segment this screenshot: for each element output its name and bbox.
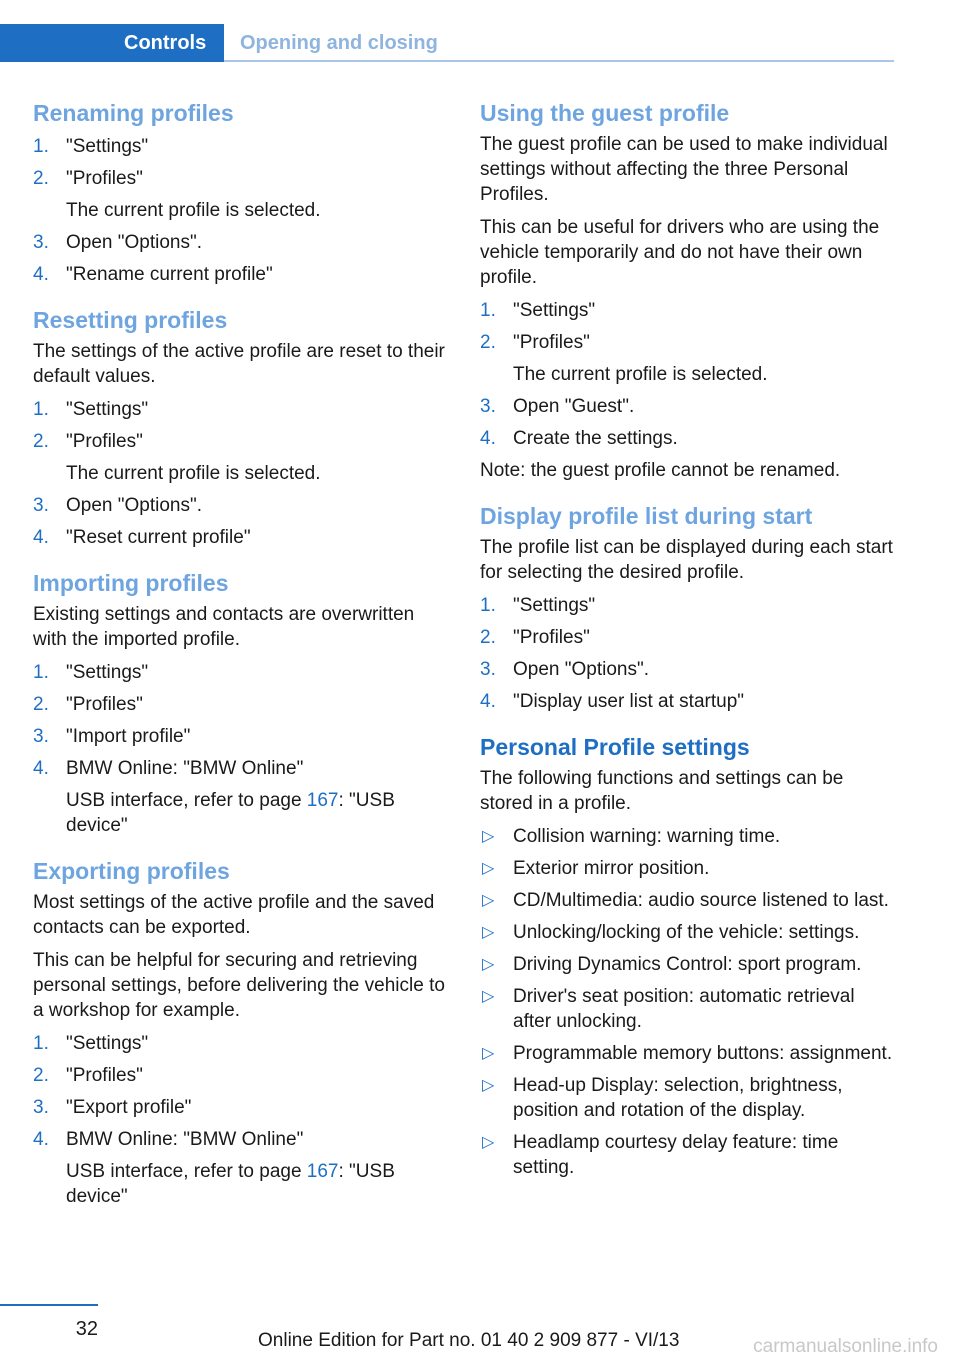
step-number: 3. <box>480 659 496 680</box>
steps-guest <box>480 298 895 451</box>
page-reference-link[interactable]: 167 <box>306 790 339 811</box>
step-text: "Settings" <box>66 1033 149 1054</box>
intro-display: The profile list can be displayed during each start for selecting the desired profile. <box>480 537 893 583</box>
step-number: 4. <box>33 264 49 285</box>
step-text: "Settings" <box>513 300 596 321</box>
heading-personal-profile-settings: Personal Profile settings <box>480 734 750 760</box>
left-column <box>33 98 448 1227</box>
page-reference-link[interactable]: 167 <box>306 1161 339 1182</box>
list-item <box>33 756 448 838</box>
step-text: "Reset current profile" <box>66 527 251 548</box>
triangle-bullet-icon: ▷ <box>482 860 495 877</box>
step-number: 3. <box>33 726 49 747</box>
triangle-bullet-icon: ▷ <box>482 924 495 941</box>
step-text: "Import profile" <box>66 726 191 747</box>
list-item <box>33 262 448 287</box>
step-number: 1. <box>33 1033 49 1054</box>
header-rule <box>224 60 894 62</box>
intro-exporting: Most settings of the active profile and the saved contacts can be exported. <box>33 892 435 938</box>
triangle-bullet-icon: ▷ <box>482 1134 495 1151</box>
step-text: "Settings" <box>66 662 149 683</box>
steps-resetting <box>33 397 448 550</box>
list-item <box>480 298 895 323</box>
step-text: "Settings" <box>66 136 149 157</box>
section-resetting <box>33 305 448 550</box>
step-number: 1. <box>480 300 496 321</box>
step-text: "Profiles" <box>66 1065 143 1086</box>
triangle-bullet-icon: ▷ <box>482 1045 495 1062</box>
steps-display <box>480 593 895 714</box>
step-number: 4. <box>33 1129 49 1150</box>
bullet-text: CD/Multimedia: audio source listened to last. <box>513 890 889 911</box>
step-subtext: The current profile is selected. <box>66 200 321 221</box>
step-text: "Rename current profile" <box>66 264 273 285</box>
bullet-text: Driver's seat position: automatic retrieval after unlocking. <box>513 986 855 1032</box>
list-item <box>480 1041 895 1066</box>
section-guest <box>480 98 895 483</box>
right-column <box>480 98 895 1198</box>
triangle-bullet-icon: ▷ <box>482 1077 495 1094</box>
intro2-exporting: This can be helpful for securing and retrieving personal settings, before delivering the vehicle to a workshop for example. <box>33 950 445 1021</box>
section-display-list <box>480 501 895 714</box>
step-text: BMW Online: "BMW Online" <box>66 758 304 779</box>
tab-opening-and-closing[interactable]: Opening and closing <box>240 32 438 54</box>
list-item <box>480 952 895 977</box>
watermark: carmanualsonline.info <box>753 1336 938 1357</box>
list-item <box>33 397 448 422</box>
list-item <box>480 593 895 618</box>
list-item <box>480 394 895 419</box>
step-subtext-post: : "USB device" <box>66 790 395 836</box>
step-subtext <box>66 1159 448 1209</box>
step-text: "Profiles" <box>66 694 143 715</box>
triangle-bullet-icon: ▷ <box>482 956 495 973</box>
list-item <box>480 888 895 913</box>
bullet-text: Collision warning: warning time. <box>513 826 781 847</box>
chapter-tabs <box>0 24 894 62</box>
step-text: Open "Guest". <box>513 396 635 417</box>
step-text: Create the settings. <box>513 428 678 449</box>
heading-importing-profiles: Importing profiles <box>33 570 229 596</box>
section-importing <box>33 568 448 838</box>
intro-importing: Existing settings and contacts are overwritten with the imported profile. <box>33 604 415 650</box>
steps-exporting <box>33 1031 448 1209</box>
list-item <box>480 856 895 881</box>
step-text: "Profiles" <box>66 431 143 452</box>
bullet-text: Driving Dynamics Control: sport program. <box>513 954 862 975</box>
triangle-bullet-icon: ▷ <box>482 892 495 909</box>
step-text: "Display user list at startup" <box>513 691 745 712</box>
intro-personal: The following functions and settings can be stored in a profile. <box>480 768 844 814</box>
step-text: "Profiles" <box>513 332 590 353</box>
step-subtext-post: : "USB device" <box>66 1161 395 1207</box>
step-subtext-pre: USB interface, refer to page <box>66 790 307 811</box>
list-item <box>33 525 448 550</box>
list-item <box>480 1073 895 1123</box>
triangle-bullet-icon: ▷ <box>482 828 495 845</box>
step-number: 1. <box>33 136 49 157</box>
steps-importing <box>33 660 448 838</box>
step-number: 4. <box>480 691 496 712</box>
section-exporting <box>33 856 448 1209</box>
section-renaming <box>33 98 448 287</box>
list-item <box>480 625 895 650</box>
footer-rule <box>0 1304 98 1306</box>
note-guest: Note: the guest profile cannot be renamed. <box>480 460 841 481</box>
list-item <box>33 429 448 486</box>
step-text: "Settings" <box>66 399 149 420</box>
step-text: Open "Options". <box>66 232 203 253</box>
step-number: 4. <box>33 527 49 548</box>
heading-resetting-profiles: Resetting profiles <box>33 307 228 333</box>
step-number: 4. <box>480 428 496 449</box>
step-subtext: The current profile is selected. <box>66 463 321 484</box>
list-item <box>33 230 448 255</box>
step-number: 4. <box>33 758 49 779</box>
step-number: 3. <box>33 495 49 516</box>
section-personal-settings <box>480 732 895 1180</box>
bullet-text: Exterior mirror position. <box>513 858 710 879</box>
list-item <box>33 1031 448 1056</box>
list-item <box>33 692 448 717</box>
tab-controls[interactable]: Controls <box>0 24 224 62</box>
list-item <box>480 426 895 451</box>
intro2-guest: This can be useful for drivers who are using the vehicle temporarily and do not have their own profile. <box>480 217 880 288</box>
list-item <box>480 330 895 387</box>
step-number: 2. <box>33 431 49 452</box>
list-item <box>480 1130 895 1180</box>
step-number: 2. <box>480 627 496 648</box>
step-text: "Export profile" <box>66 1097 192 1118</box>
heading-exporting-profiles: Exporting profiles <box>33 858 230 884</box>
list-item <box>33 166 448 223</box>
intro-guest: The guest profile can be used to make individual settings without affecting the three Personal Profiles. <box>480 134 888 205</box>
step-text: "Settings" <box>513 595 596 616</box>
step-number: 1. <box>480 595 496 616</box>
step-text: Open "Options". <box>66 495 203 516</box>
bullets-personal <box>480 824 895 1180</box>
list-item <box>33 1095 448 1120</box>
heading-renaming-profiles: Renaming profiles <box>33 100 234 126</box>
list-item <box>33 724 448 749</box>
list-item <box>33 134 448 159</box>
list-item <box>33 1127 448 1209</box>
step-subtext: The current profile is selected. <box>513 364 768 385</box>
step-subtext-pre: USB interface, refer to page <box>66 1161 307 1182</box>
step-number: 3. <box>480 396 496 417</box>
heading-display-profile-list: Display profile list during start <box>480 503 813 529</box>
step-subtext <box>66 788 448 838</box>
bullet-text: Programmable memory buttons: assignment. <box>513 1043 893 1064</box>
list-item <box>33 493 448 518</box>
list-item <box>480 824 895 849</box>
step-number: 3. <box>33 1097 49 1118</box>
bullet-text: Headlamp courtesy delay feature: time setting. <box>513 1132 839 1178</box>
triangle-bullet-icon: ▷ <box>482 988 495 1005</box>
bullet-text: Unlocking/locking of the vehicle: settings. <box>513 922 860 943</box>
intro-resetting: The settings of the active profile are reset to their default values. <box>33 341 445 387</box>
list-item <box>33 660 448 685</box>
list-item <box>480 984 895 1034</box>
heading-guest-profile: Using the guest profile <box>480 100 730 126</box>
bullet-text: Head-up Display: selection, brightness, position and rotation of the display. <box>513 1075 843 1121</box>
list-item <box>480 657 895 682</box>
edition-note: Online Edition for Part no. 01 40 2 909 877 - VI/13 <box>258 1330 680 1351</box>
step-number: 2. <box>480 332 496 353</box>
page-number: 32 <box>75 1318 98 1340</box>
step-text: Open "Options". <box>513 659 650 680</box>
step-number: 2. <box>33 168 49 189</box>
list-item <box>480 920 895 945</box>
step-text: BMW Online: "BMW Online" <box>66 1129 304 1150</box>
step-number: 1. <box>33 662 49 683</box>
step-text: "Profiles" <box>66 168 143 189</box>
steps-renaming <box>33 134 448 287</box>
step-text: "Profiles" <box>513 627 590 648</box>
list-item <box>33 1063 448 1088</box>
step-number: 2. <box>33 1065 49 1086</box>
step-number: 3. <box>33 232 49 253</box>
step-number: 1. <box>33 399 49 420</box>
list-item <box>480 689 895 714</box>
step-number: 2. <box>33 694 49 715</box>
